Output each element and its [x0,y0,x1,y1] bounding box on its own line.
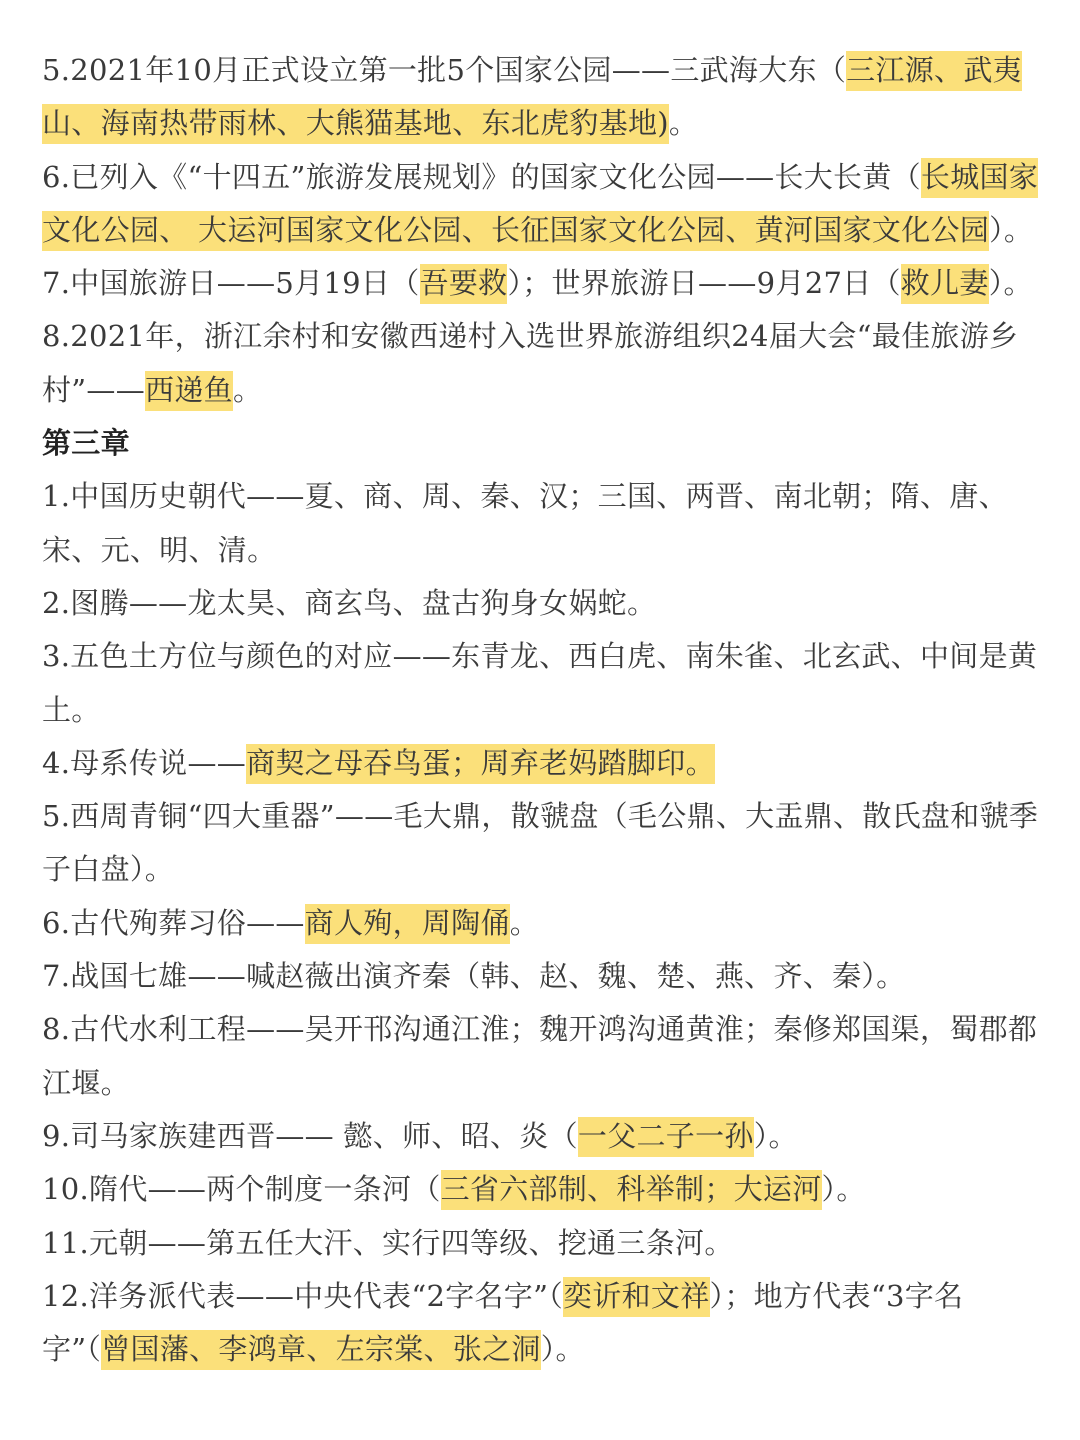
list-item [42,577,1042,630]
list-item [42,950,1042,1003]
highlighted-text: 三省六部制、科举制；大运河 [441,1170,822,1210]
text-segment: ）。 [540,1332,585,1367]
list-item [42,310,1042,417]
text-segment: 10.隋代——两个制度一条河（ [42,1172,441,1207]
text-segment: ）。 [753,1118,798,1153]
list-item [42,151,1042,258]
text-segment: 。 [509,905,540,940]
highlighted-text: 商契之母吞鸟蛋；周弃老妈踏脚印。 [246,744,715,784]
highlighted-text: 长城国家文化公园、 大运河国家文化公园、长征国家文化公园、黄河国家文化公园 [42,158,1038,251]
text-segment: ）；地方代表“3字名字”（ [42,1278,964,1367]
highlighted-text: 奕䜣和文祥 [563,1277,710,1317]
text-segment: 4.母系传说—— [42,745,247,780]
text-segment: ）。 [989,212,1034,247]
text-segment: 11.元朝——第五任大汗、实行四等级、挖通三条河。 [42,1225,734,1260]
highlighted-text: 三江源、武夷山、海南热带雨林、大熊猫基地、东北虎豹基地) [42,51,1022,144]
list-item [42,1270,1042,1377]
text-segment: 5.2021年10月正式设立第一批5个国家公园——三武海大东（ [42,53,847,87]
list-item [42,257,1042,310]
highlighted-text: 吾要救 [420,264,508,304]
document-body [42,44,1042,1376]
text-segment: ）。 [988,266,1033,301]
text-segment: 12.洋务派代表——中央代表“2字名字”（ [42,1278,564,1313]
text-segment: 。 [232,372,263,407]
list-item [42,44,1042,151]
text-segment: 1.中国历史朝代——夏、商、周、秦、汉；三国、两晋、南北朝；隋、唐、宋、元、明、清。 [42,479,1008,567]
list-item [42,737,1042,790]
text-segment: ）。 [821,1172,866,1207]
text-segment: 8.古代水利工程——吴开邗沟通江淮；魏开鸿沟通黄淮；秦修郑国渠，蜀郡都江堰。 [42,1012,1038,1100]
list-item [42,790,1042,897]
highlighted-text: 西递鱼 [145,371,233,411]
list-item [42,470,1042,577]
text-segment: 第三章 [42,426,130,461]
text-segment: 2.图腾——龙太昊、商玄鸟、盘古狗身女娲蛇。 [42,585,657,620]
text-segment: 8.2021年，浙江余村和安徽西递村入选世界旅游组织24届大会“最佳旅游乡村”—— [42,319,1019,407]
section-heading [42,417,1042,470]
text-segment: 6.古代殉葬习俗—— [42,905,305,940]
text-segment: 9.司马家族建西晋—— 懿、师、昭、炎（ [42,1118,578,1153]
list-item [42,630,1042,737]
text-segment: 5.西周青铜“四大重器”——毛大鼎，散虢盘（毛公鼎、大盂鼎、散氏盘和虢季子白盘）。 [42,799,1039,887]
text-segment: 7.中国旅游日——5月19日（ [42,266,420,301]
list-item [42,1003,1042,1110]
text-segment: ）；世界旅游日——9月27日（ [507,266,901,301]
highlighted-text: 救儿妻 [901,264,989,304]
list-item [42,1163,1042,1216]
text-segment: 6.已列入《“十四五”旅游发展规划》的国家文化公园——长大长黄（ [42,159,921,194]
text-segment: 3.五色土方位与颜色的对应——东青龙、西白虎、南朱雀、北玄武、中间是黄土。 [42,639,1038,727]
highlighted-text: 曾国藩、李鸿章、左宗棠、张之洞 [101,1330,541,1370]
list-item [42,1217,1042,1270]
list-item [42,897,1042,950]
text-segment: 。 [668,106,699,141]
list-item [42,1110,1042,1163]
highlighted-text: 一父二子一孙 [578,1117,754,1157]
text-segment: 7.战国七雄——喊赵薇出演齐秦（韩、赵、魏、楚、燕、齐、秦）。 [42,959,906,994]
highlighted-text: 商人殉，周陶俑 [305,904,510,944]
